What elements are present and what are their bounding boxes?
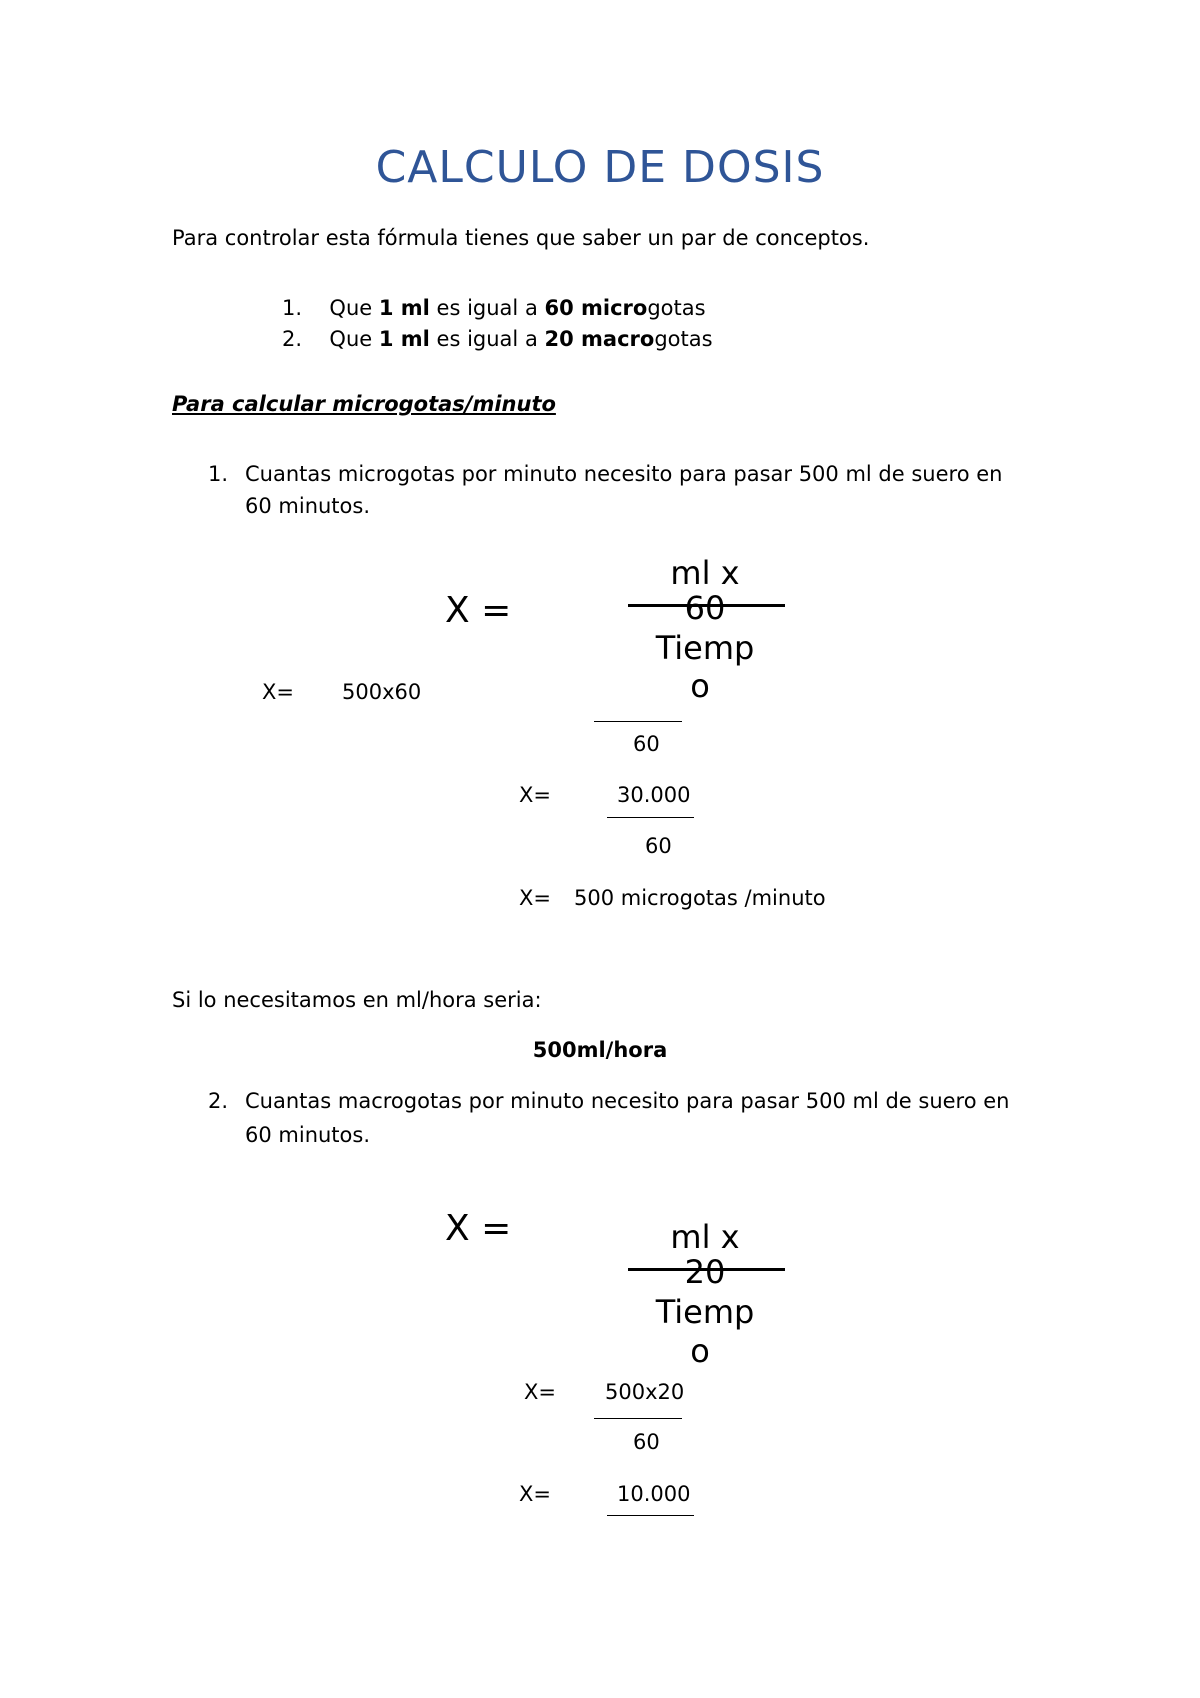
- concept-text: Que: [329, 296, 379, 320]
- question-2-line-2: 60 minutos.: [245, 1123, 371, 1147]
- list-number: 2.: [282, 327, 303, 351]
- calc-1-expression-b: 30.000: [617, 783, 691, 807]
- concept-text: gotas: [654, 327, 713, 351]
- concept-item-2: [282, 327, 713, 351]
- calc-1-x-label-a: X=: [262, 680, 294, 704]
- formula-1-denominator-2: o: [690, 667, 710, 705]
- formula-2-struck-number: 20: [684, 1253, 726, 1291]
- formula-2-denominator-1: Tiemp: [655, 1293, 755, 1331]
- formula-2-numerator: ml x: [670, 1218, 740, 1256]
- question-1-line-1: Cuantas microgotas por minuto necesito para pasar 500 ml de suero en: [245, 462, 1003, 486]
- concept-bold-1: 1 ml: [378, 296, 430, 320]
- concept-text: gotas: [647, 296, 706, 320]
- calc-1-result: 500 microgotas /minuto: [574, 886, 826, 910]
- calc-2-fraction-bar-a: [594, 1418, 682, 1419]
- formula-1-lhs: X =: [445, 590, 512, 631]
- formula-2-lhs: X =: [445, 1208, 512, 1249]
- formula-2-fraction-bar: [628, 1268, 785, 1271]
- list-number: 1.: [282, 296, 303, 320]
- concept-bold-2: 20 macro: [544, 327, 655, 351]
- question-2-number: 2.: [208, 1089, 229, 1113]
- calc-1-fraction-bar-a: [594, 721, 682, 722]
- question-1-number: 1.: [208, 462, 229, 486]
- page-title: CALCULO DE DOSIS: [375, 142, 825, 193]
- calc-2-expression-a: 500x20: [605, 1380, 685, 1404]
- concept-text: es igual a: [429, 327, 545, 351]
- concept-text: es igual a: [429, 296, 545, 320]
- formula-1-numerator: ml x: [670, 554, 740, 592]
- calc-1-x-label-c: X=: [519, 886, 551, 910]
- calc-2-x-label-a: X=: [524, 1380, 556, 1404]
- intro-paragraph: Para controlar esta fórmula tienes que saber un par de conceptos.: [172, 226, 870, 250]
- calc-2-fraction-bar-b: [607, 1515, 694, 1516]
- concept-item-1: [282, 296, 706, 320]
- section-heading: Para calcular microgotas/minuto: [172, 392, 556, 416]
- formula-1-fraction-bar: [628, 604, 785, 607]
- calc-1-denominator-a: 60: [633, 732, 660, 756]
- ml-hora-text: Si lo necesitamos en ml/hora seria:: [172, 988, 542, 1012]
- question-1-line-2: 60 minutos.: [245, 494, 371, 518]
- formula-1-struck-number: 60: [684, 589, 726, 627]
- question-2-line-1: Cuantas macrogotas por minuto necesito para pasar 500 ml de suero en: [245, 1089, 1010, 1113]
- calc-2-denominator-a: 60: [633, 1430, 660, 1454]
- concept-text: Que: [329, 327, 379, 351]
- concept-bold-1: 1 ml: [378, 327, 430, 351]
- ml-hora-value: 500ml/hora: [532, 1038, 668, 1062]
- calc-1-denominator-b: 60: [645, 834, 672, 858]
- calc-2-expression-b: 10.000: [617, 1482, 691, 1506]
- concept-bold-2: 60 micro: [544, 296, 648, 320]
- formula-2-denominator-2: o: [690, 1332, 710, 1370]
- calc-1-x-label-b: X=: [519, 783, 551, 807]
- calc-1-fraction-bar-b: [607, 817, 694, 818]
- formula-1-denominator-1: Tiemp: [655, 629, 755, 667]
- calc-2-x-label-b: X=: [519, 1482, 551, 1506]
- calc-1-expression-a: 500x60: [342, 680, 422, 704]
